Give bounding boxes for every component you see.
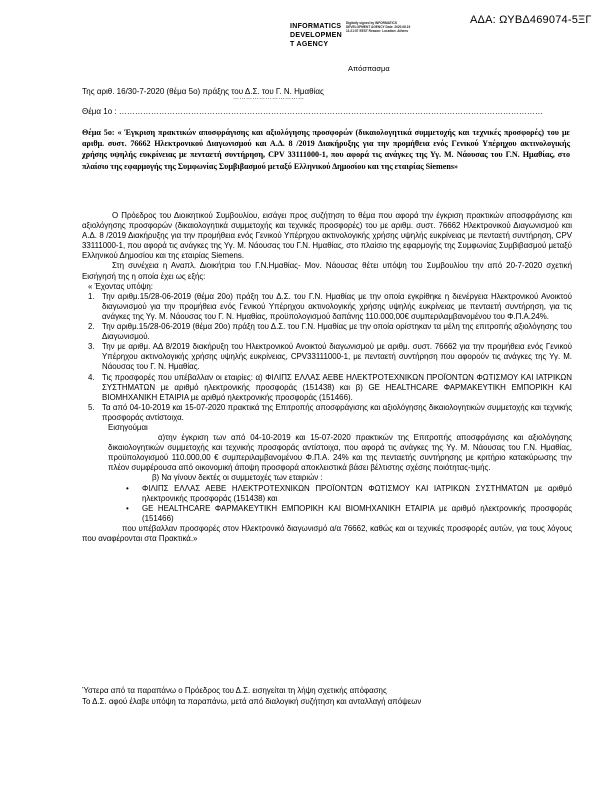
bullet-icon: • [126, 503, 129, 513]
list-item: 1. Την αριθμ.15/28-06-2019 (θέμα 20ο) πράξη του Δ.Σ. του Γ.Ν. Ημαθίας με την οποία εγκρίθηκε η διενέργεια Ηλεκτρονικού Ανοικτού διαγωνισμού για την προμήθεια ενός Γενικού Υπέρηχου ακτινολογικής χρήσης υψηλής ευκρίνειας με πενταετή συντήρηση, για τις ανάγκες της Υγ. Μ. Νάουσας του Γ. Ν. Ημαθίας, προϋπολογισμού δαπάνης 110.000,00€ συμπεριλαμβανομένου του Φ.Π.Α.24%. [88, 291, 572, 321]
list-item: • GE HEALTHCARE ΦΑΡΜΑΚΕΥΤΙΚΗ ΕΜΠΟΡΙΚΗ ΚΑΙ ΒΙΟΜΗΧΑΝΙΚΗ ΕΤΑΙΡΙΑ με αριθμό ηλεκτρονικής προσφοράς (151466) [126, 503, 572, 523]
list-item: 5. Τα από 04-10-2019 και 15-07-2020 πρακτικά της Επιτροπής αποσφράγισης και αξιολόγησης δικαιολογητικών συμμετοχής και τεχνικής προσφοράς αντίστοιχα. [88, 402, 572, 422]
ada-code: ΑΔΑ: ΩΥΒΔ469074-5ΞΓ [470, 14, 592, 26]
list-item: 3. Την με αριθμ. ΑΔ 8/2019 διακήρυξη του Ηλεκτρονικού Ανοικτού διαγωνισμού με αριθμ. συστ. 76662 για την προμήθεια ενός Γενικού Υπέρηχου ακτινολογικής χρήσης υψηλής ευκρίνειας, CPV33111000-1, με πενταετή συντήρηση που αφορούν τις ανάγκες της Υγ. Μ. Νάουσας του Γ. Ν. Ημαθίας. [88, 342, 572, 372]
informatics-logo: INFORMATICS DEVELOPMEN T AGENCY [290, 23, 343, 48]
subject-heading: Θέμα 5ο: « Έγκριση πρακτικών αποσφράγισης και αξιολόγησης προσφορών (δικαιολογητικά συμμετοχής και τεχνικές προσφορές) του με αριθμ. συστ. 76662 Ηλεκτρονικού Διαγωνισμού και Α.Δ. 8 /2019 Διακήρυξης για την προμήθεια ενός Γενικού Υπέρηχου ακτινολογικής χρήσης υψηλής ευκρίνειας με πενταετή συντήρηση, CPV 33111000-1, που αφορά τις ανάγκες της Υγ. Μ. Νάουσας του Γ.Ν. Ημαθίας, στο πλαίσιο της εφαρμογής της Συμφωνίας Συμβιβασμού μεταξύ Ελληνικού Δημοσίου και της εταιρίας Siemens» [82, 128, 570, 171]
proposal-a: α)την έγκριση των από 04-10-2019 και 15-07-2020 πρακτικών της Επιτροπής αποσφράγισης και αξιολόγησης δικαιολογητικών συμμετοχής και τεχνικής προσφοράς αντίστοιχα, που αφορά τις ανάγκες της Υγ. Μ. Νάουσας του Γ.Ν. Ημαθίας, προϋπολογισμού 110.000,00 € συμπεριλαμβανομένου Φ.Π.Α. 24% και της πενταετής συντήρησης με κριτήριο κατακύρωσης την πλέον συμφέρουσα από οικονομική άποψη προσφορά αποκλειστικά βάσει βέλτιστης σχέσης ποιότητας-τιμής. [108, 433, 572, 473]
closing-paragraph: που υπέβαλλαν προσφορές στον Ηλεκτρονικό διαγωνισμό α/α 76662, καθώς και οι τεχνικές προσφορές αυτών, για τους λόγους που αναφέρονται στα Πρακτικά.» [82, 523, 572, 543]
footer [82, 686, 572, 707]
proposal-b: β) Να γίνουν δεκτές οι συμμετοχές των εταιριών : [152, 473, 323, 483]
bullet-icon: • [126, 483, 129, 493]
list-item: • ΦΙΛΙΠΣ ΕΛΛΑΣ ΑΕΒΕ ΗΛΕΚΤΡΟΤΕΧΝΙΚΩΝ ΠΡΟΪΟΝΤΩΝ ΦΩΤΙΣΜΟΥ ΚΑΙ ΙΑΤΡΙΚΩΝ ΣΥΣΤΗΜΑΤΩΝ με αριθμό ηλεκτρονικής προσφοράς (151438) και [126, 483, 572, 503]
intro-paragraph: Ο Πρόεδρος του Διοικητικού Συμβουλίου, εισάγει προς συζήτηση το θέμα που αφορά την έγκριση πρακτικών αποσφράγισης και αξιολόγησης προσφορών (δικαιολογητικά συμμετοχής και τεχνικές προσφορές) του με αριθμ. συστ. 76662 Ηλεκτρονικού Διαγωνισμού και Α.Δ. 8 /2019 Διακήρυξης για την προμήθεια ενός Γενικού Υπέρηχου ακτινολογικής χρήσης υψηλής ευκρίνειας με πενταετή συντήρηση, CPV 33111000-1, που αφορά τις ανάγκες της Υγ. Μ. Νάουσας του Γ.Ν. Ημαθίας, στο πλαίσιο της εφαρμογής της Συμφωνίας Συμβιβασμού μεταξύ Ελληνικού Δημοσίου και της εταιρίας Siemens. [82, 211, 572, 261]
minutes-reference: Της αριθ. 16/30-7-2020 (θέμα 5ο) πράξης του Δ.Σ. του Γ. Ν. Ημαθίας [82, 87, 324, 96]
footer-line-1: Ύστερα από τα παραπάνω ο Πρόεδρος του Δ.Σ. εισηγείται τη λήψη σχετικής απόφασης [82, 686, 387, 695]
having-label: « Έχοντας υπόψη: [88, 281, 153, 291]
topic-1: Θέμα 1ο : …………………………………………………………………………………………………………………………………………… [82, 107, 543, 116]
proposal-label: Εισηγούμαι [108, 422, 148, 432]
digital-signature: Digitally signed by INFORMATICS DEVELOPMENT AGENCY Date: 2020.08.19 11:21:57 EEST Reason: Location: Athens [346, 21, 411, 34]
footer-line-2: Το Δ.Σ. αφού έλαβε υπόψη τα παραπάνω, μετά από διαλογική συζήτηση και ανταλλαγή απόψεων [82, 696, 422, 706]
list-item: 2. Την αριθμ.15/28-06-2019 (θέμα 20ο) πράξη του Δ.Σ. του Γ.Ν. Ημαθίας με την οποία ορίστηκαν τα μέλη της επιτροπής αξιολόγησης του Διαγωνισμού. [88, 322, 572, 342]
minutes-dots: …………………………… [233, 95, 305, 101]
document-body [82, 211, 572, 544]
list-item: 4. Τις προσφορές που υπέβαλλαν οι εταιρίες: α) ΦΙΛΙΠΣ ΕΛΛΑΣ ΑΕΒΕ ΗΛΕΚΤΡΟΤΕΧΝΙΚΩΝ ΠΡΟΪΟΝΤΩΝ ΦΩΤΙΣΜΟΥ ΚΑΙ ΙΑΤΡΙΚΩΝ ΣΥΣΤΗΜΑΤΩΝ με αριθμό ηλεκτρονικής προσφοράς (151438) και β) GE HEALTHCARE ΦΑΡΜΑΚΕΥΤΙΚΗ ΕΜΠΟΡΙΚΗ ΚΑΙ ΒΙΟΜΗΧΑΝΙΚΗ ΕΤΑΙΡΙΑ με αριθμό ηλεκτρονικής προσφοράς (151466). [88, 372, 572, 402]
considerations-list [82, 292, 572, 423]
continuation-paragraph: Στη συνέχεια η Αναπλ. Διοικήτρια του Γ.Ν.Ημαθίας- Μον. Νάουσας θέτει υπόψη του Συμβουλίου την από 20-7-2020 σχετική Εισήγησή της η οποία έχει ως εξής: [82, 261, 572, 281]
excerpt-label: Απόσπασμα [348, 64, 390, 73]
